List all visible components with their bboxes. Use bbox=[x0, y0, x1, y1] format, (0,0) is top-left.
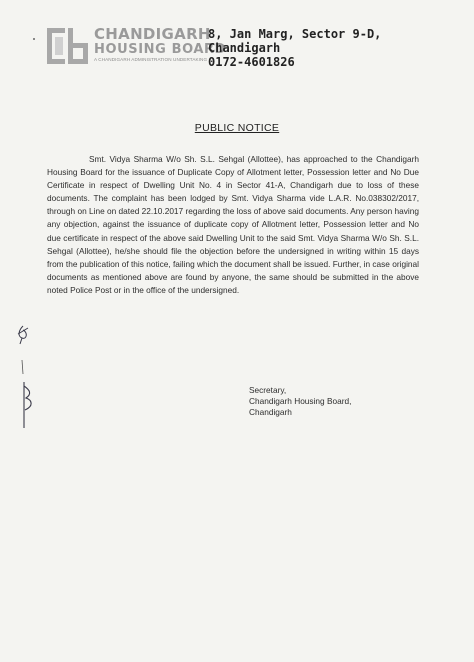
signature-block bbox=[249, 385, 419, 417]
scan-dot-mark bbox=[33, 38, 35, 40]
letterhead bbox=[46, 24, 436, 72]
signatory-organization: Chandigarh Housing Board, bbox=[249, 395, 352, 406]
signatory-designation: Secretary, bbox=[249, 385, 287, 395]
org-name-line2: HOUSING BOARD bbox=[94, 42, 227, 57]
signatory-city: Chandigarh bbox=[249, 406, 292, 417]
address-block bbox=[208, 27, 428, 69]
org-tagline: A CHANDIGARH ADMINISTRATION UNDERTAKING bbox=[94, 57, 208, 62]
notice-body: Smt. Vidya Sharma W/o Sh. S.L. Sehgal (Allottee), has approached to the Chandigarh Housing Board for the issuance of Duplicate Copy of Allotment letter, Possession letter and No Due Certificate in respect of Dwelling Unit No. 4 in Sector 41-A, Chandigarh due to loss of these documents. The complaint has been lodged by Smt. Vidya Sharma vide L.A.R. No.038302/2017, through on Line on dated 22.10.2017 regarding the loss of above said documents. Any person having any objection, against the issuance of duplicate copy of Allotment letter, Possession letter and No due certificate in respect of the above said Dwelling Unit to the said Smt. Vidya Sharma W/o Sh. S.L. Sehgal (Allottee), he/she should file the objection before the undersigned in writing within 15 days from the publication of this notice, failing which the document shall be issued. Further, in case original documents as mentioned above are found by anyone, the same should be submitted in the above noted Police Post or in the office of the undersigned. bbox=[47, 154, 419, 295]
address-line1: 8, Jan Marg, Sector 9-D, bbox=[208, 27, 382, 41]
org-name-line1: CHANDIGARH bbox=[94, 25, 211, 43]
chb-logo-icon bbox=[46, 26, 90, 66]
notice-title: PUBLIC NOTICE bbox=[194, 122, 280, 134]
margin-pen-mark-icon bbox=[10, 320, 38, 440]
phone-number: 0172-4601826 bbox=[208, 55, 295, 69]
address-line2: Chandigarh bbox=[208, 41, 281, 55]
